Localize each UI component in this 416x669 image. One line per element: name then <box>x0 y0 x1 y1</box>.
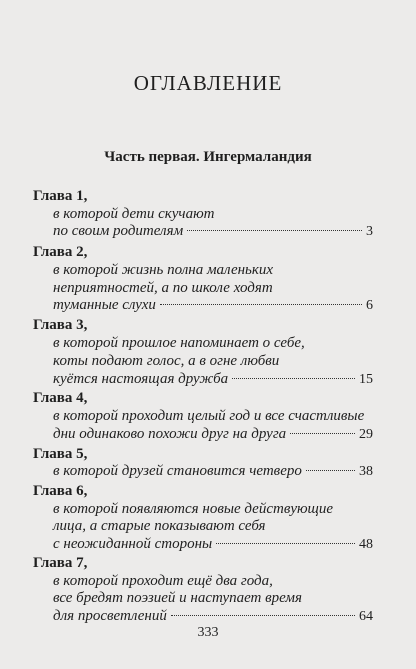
page-title: ОГЛАВЛЕНИЕ <box>133 71 283 95</box>
chapter-6-line-1: в которой появляются новые действующие <box>53 501 334 517</box>
chapter-4-line-2 <box>53 425 373 444</box>
dot-leader <box>160 304 362 305</box>
chapter-7-line-3-text: для просветлений <box>53 608 167 624</box>
chapter-6-line-3 <box>53 535 373 554</box>
dot-leader <box>232 378 355 379</box>
chapter-6-line-2: лица, а старые показывают себя <box>53 518 266 534</box>
chapter-1-line-2-text: по своим родителям <box>53 223 184 239</box>
part-heading: Часть первая. Ингермаландия <box>104 149 312 165</box>
chapter-6-line-3-text: с неожиданной стороны <box>53 536 213 552</box>
chapter-1-page: 3 <box>366 224 373 239</box>
chapter-5-line-1-text: в которой друзей становится четверо <box>53 463 302 479</box>
chapter-2-line-3-text: туманные слухи <box>53 297 156 313</box>
chapter-2-head: Глава 2, <box>33 244 88 260</box>
chapter-2-page: 6 <box>366 298 373 313</box>
chapter-7-page: 64 <box>359 609 373 624</box>
chapter-5-line-1 <box>53 462 373 481</box>
chapter-2-line-1: в которой жизнь полна маленьких <box>53 262 274 278</box>
chapter-7-line-1: в которой проходит ещё два года, <box>53 573 273 589</box>
chapter-2-line-2: неприятностей, а по школе ходят <box>53 280 273 296</box>
chapter-4-line-1: в которой проходит целый год и все счастливые <box>53 408 365 424</box>
chapter-5-page: 38 <box>359 464 373 479</box>
dot-leader <box>306 470 355 471</box>
dot-leader <box>216 543 355 544</box>
chapter-4-page: 29 <box>359 427 373 442</box>
chapter-7-head: Глава 7, <box>33 555 88 571</box>
chapter-1-head: Глава 1, <box>33 188 88 204</box>
chapter-7-line-2: все бредят поэзией и наступает время <box>53 590 302 606</box>
chapter-3-page: 15 <box>359 372 373 387</box>
dot-leader <box>290 433 355 434</box>
page-number: 333 <box>197 625 219 640</box>
chapter-4-head: Глава 4, <box>33 390 88 406</box>
chapter-3-line-1: в которой прошлое напоминает о себе, <box>53 335 305 351</box>
chapter-3-line-3 <box>53 370 373 389</box>
chapter-1-line-2 <box>53 222 373 241</box>
chapter-4-line-2-text: дни одинаково похожи друг на друга <box>53 426 287 442</box>
chapter-5-head: Глава 5, <box>33 446 88 462</box>
chapter-1-line-1: в которой дети скучают <box>53 206 215 222</box>
chapter-3-head: Глава 3, <box>33 317 88 333</box>
chapter-6-page: 48 <box>359 537 373 552</box>
chapter-3-line-3-text: куётся настоящая дружба <box>53 371 229 387</box>
dot-leader <box>187 230 362 231</box>
chapter-3-line-2: коты подают голос, а в огне любви <box>53 353 280 369</box>
chapter-6-head: Глава 6, <box>33 483 88 499</box>
chapter-2-line-3 <box>53 296 373 315</box>
dot-leader <box>171 615 355 616</box>
